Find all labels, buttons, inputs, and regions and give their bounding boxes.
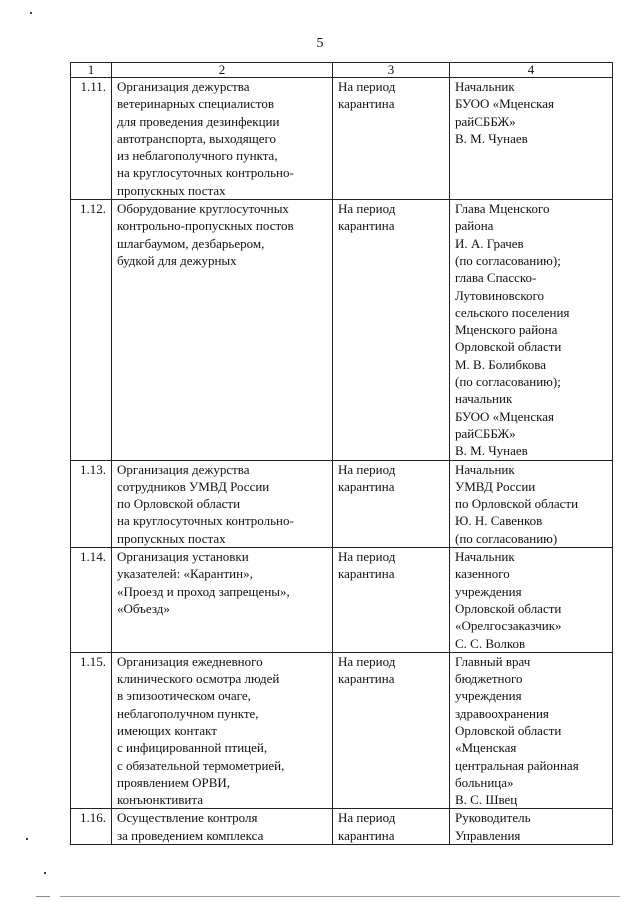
- responsible-cell: Начальник БУОО «Мценская райСББЖ» В. М. Чунаев: [450, 78, 613, 200]
- table-row: [71, 809, 613, 845]
- scan-speck: [26, 838, 28, 840]
- row-number: 1.13.: [71, 460, 112, 547]
- table-row: [71, 78, 613, 200]
- responsible-cell: Руководитель Управления: [450, 809, 613, 845]
- row-number: 1.12.: [71, 200, 112, 460]
- period-cell: На период карантина: [333, 78, 450, 200]
- header-col-1: 1: [71, 63, 112, 78]
- action-cell: Организация установки указателей: «Карантин», «Проезд и проход запрещены», «Объезд»: [112, 548, 333, 653]
- action-cell: Организация дежурства сотрудников УМВД России по Орловской области на круглосуточных контрольно- пропускных постах: [112, 460, 333, 547]
- table-row: [71, 200, 613, 460]
- action-cell: Оборудование круглосуточных контрольно-пропускных постов шлагбаумом, дезбарьером, будкой для дежурных: [112, 200, 333, 460]
- table-row: [71, 460, 613, 547]
- action-cell: Организация ежедневного клинического осмотра людей в эпизоотическом очаге, неблагополучном пункте, имеющих контакт с инфицированной птицей, с обязательной термометрией, проявлением ОРВИ, конъюнктивита: [112, 652, 333, 809]
- action-cell: Осуществление контроля за проведением комплекса: [112, 809, 333, 845]
- table-row: [71, 652, 613, 809]
- header-col-3: 3: [333, 63, 450, 78]
- table-header-row: [71, 63, 613, 78]
- period-cell: На период карантина: [333, 200, 450, 460]
- period-cell: На период карантина: [333, 809, 450, 845]
- header-col-2: 2: [112, 63, 333, 78]
- responsible-cell: Начальник казенного учреждения Орловской области «Орелгосзаказчик» С. С. Волков: [450, 548, 613, 653]
- responsible-cell: Главный врач бюджетного учреждения здравоохранения Орловской области «Мценская центральная районная больница» В. С. Швец: [450, 652, 613, 809]
- row-number: 1.11.: [71, 78, 112, 200]
- action-cell: Организация дежурства ветеринарных специалистов для проведения дезинфекции автотранспорта, выходящего из неблагополучного пункта, на круглосуточных контрольно- пропускных постах: [112, 78, 333, 200]
- measures-table: [70, 62, 613, 845]
- row-number: 1.15.: [71, 652, 112, 809]
- period-cell: На период карантина: [333, 548, 450, 653]
- responsible-cell: Глава Мценского района И. А. Грачев (по согласованию); глава Спасско- Лутовиновского сельского поселения Мценского района Орловской области М. В. Болибкова (по согласованию); начальник БУОО «Мценская райСББЖ» В. М. Чунаев: [450, 200, 613, 460]
- responsible-cell: Начальник УМВД России по Орловской области Ю. Н. Савенков (по согласованию): [450, 460, 613, 547]
- row-number: 1.16.: [71, 809, 112, 845]
- page-number: 5: [316, 36, 324, 51]
- table-row: [71, 548, 613, 653]
- scan-speck: [30, 12, 32, 14]
- period-cell: На период карантина: [333, 460, 450, 547]
- header-col-4: 4: [450, 63, 613, 78]
- scan-line: [60, 896, 620, 897]
- scan-line: [36, 896, 50, 897]
- scan-speck: [44, 872, 46, 874]
- period-cell: На период карантина: [333, 652, 450, 809]
- row-number: 1.14.: [71, 548, 112, 653]
